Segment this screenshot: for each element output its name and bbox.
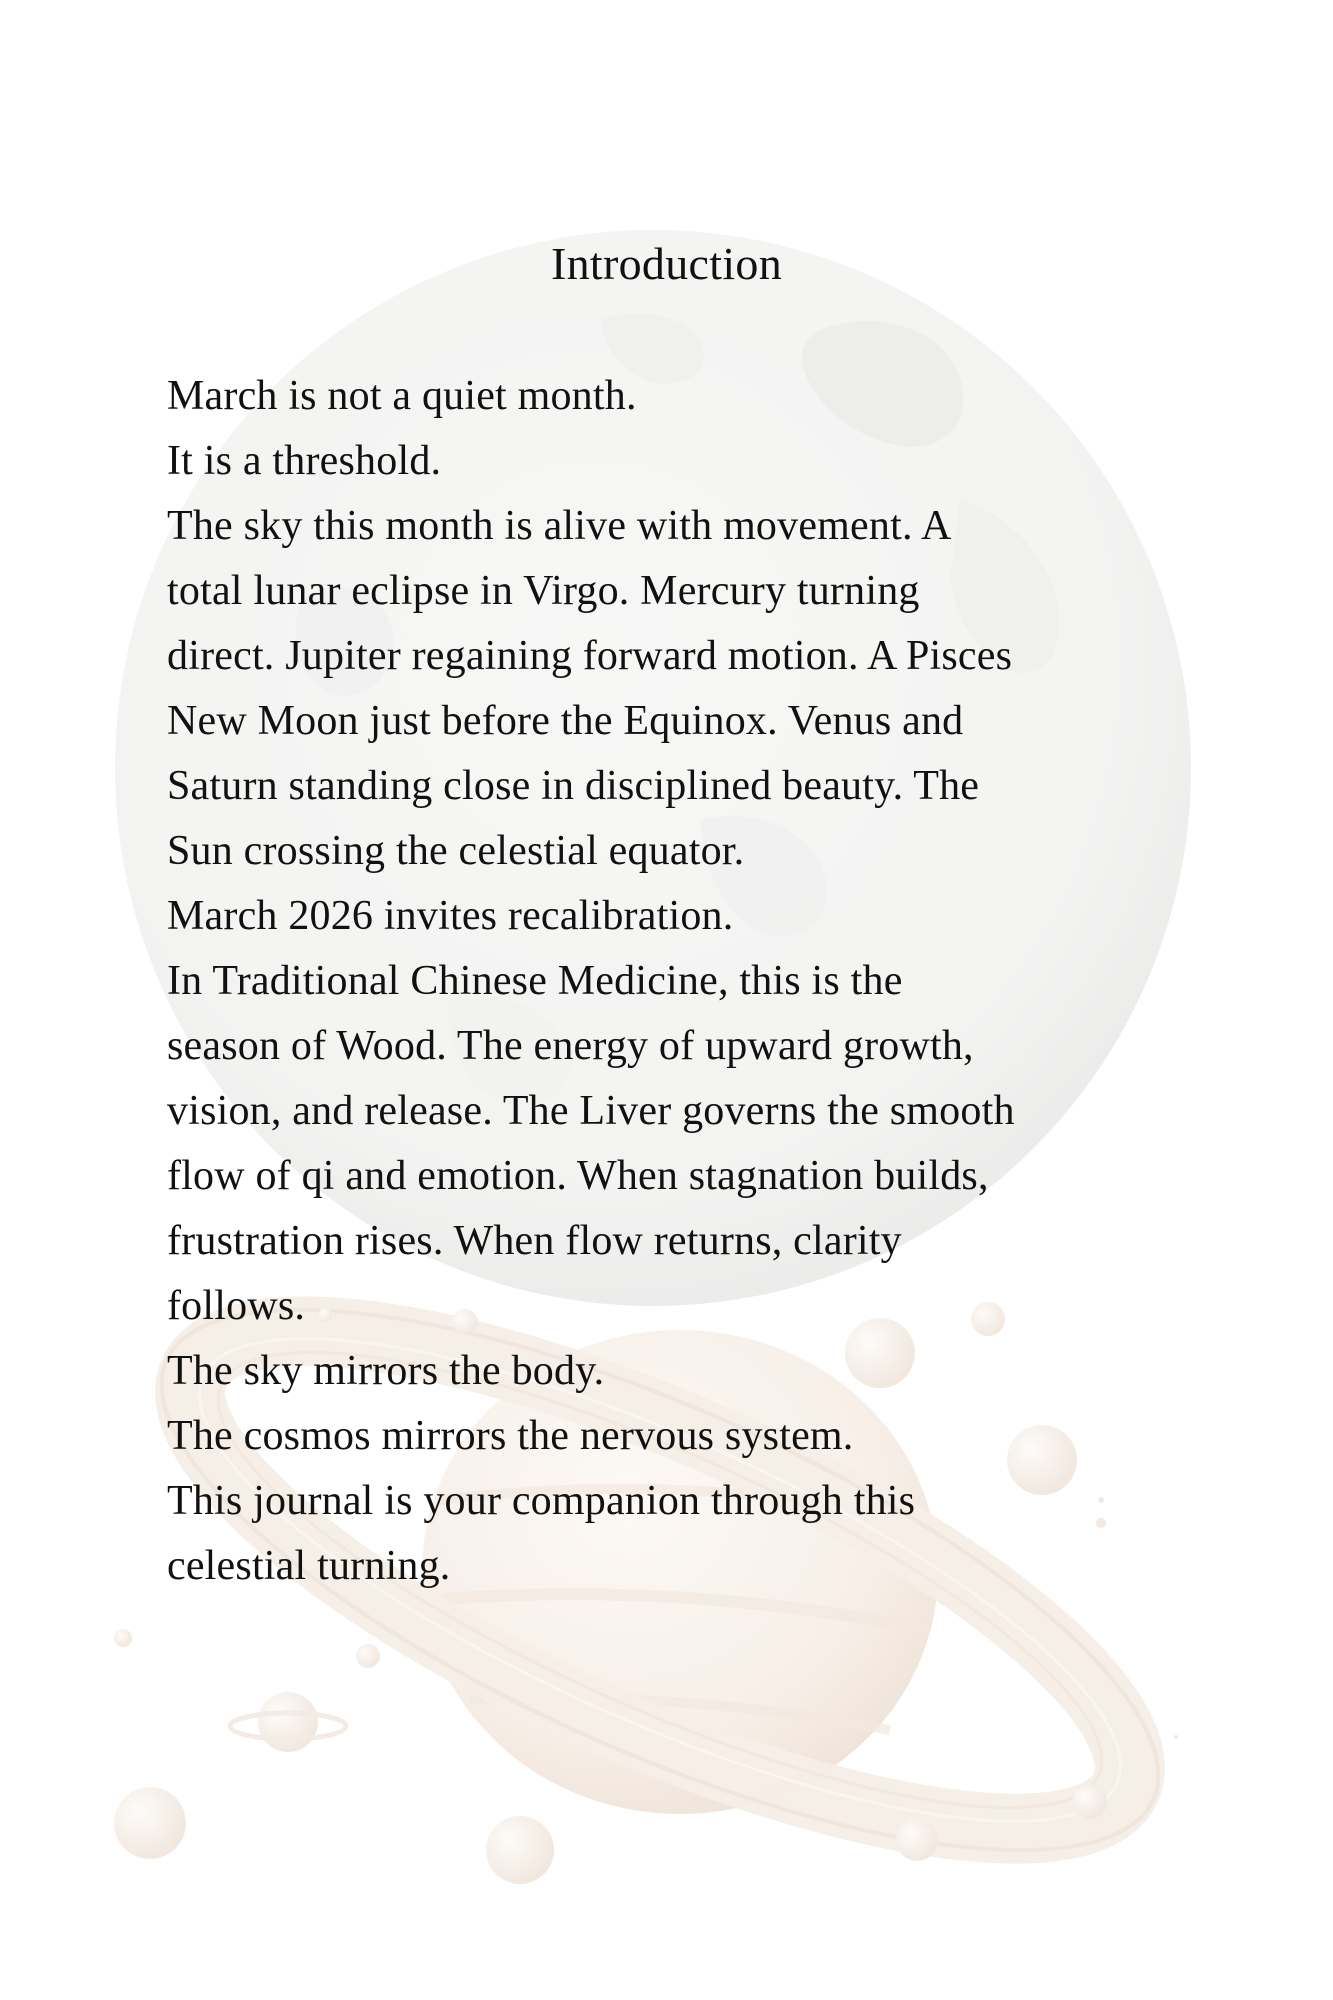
body-line: The sky this month is alive with movement. A <box>167 503 952 549</box>
body-line: season of Wood. The energy of upward growth, <box>167 1023 974 1069</box>
body-line: total lunar eclipse in Virgo. Mercury turning <box>167 568 920 614</box>
body-line: This journal is your companion through this <box>167 1478 916 1524</box>
body-line: The sky mirrors the body. <box>167 1348 605 1394</box>
body-line: Sun crossing the celestial equator. <box>167 828 745 874</box>
body-line: The cosmos mirrors the nervous system. <box>167 1413 854 1459</box>
body-line: celestial turning. <box>167 1543 451 1589</box>
body-line: follows. <box>167 1283 306 1329</box>
body-line: March is not a quiet month. <box>167 373 637 419</box>
body-line: New Moon just before the Equinox. Venus and <box>167 698 964 744</box>
body-line: flow of qi and emotion. When stagnation builds, <box>167 1153 989 1199</box>
body-line: direct. Jupiter regaining forward motion. A Pisces <box>167 633 1013 679</box>
body-line: vision, and release. The Liver governs the smooth <box>167 1088 1015 1134</box>
body-line: March 2026 invites recalibration. <box>167 893 734 939</box>
body-line: frustration rises. When flow returns, clarity <box>167 1218 902 1264</box>
page-title: Introduction <box>551 238 782 289</box>
body-line: Saturn standing close in disciplined beauty. The <box>167 763 980 809</box>
body-line: In Traditional Chinese Medicine, this is the <box>167 958 903 1004</box>
intro-body <box>167 364 1187 1599</box>
body-line: It is a threshold. <box>167 438 442 484</box>
